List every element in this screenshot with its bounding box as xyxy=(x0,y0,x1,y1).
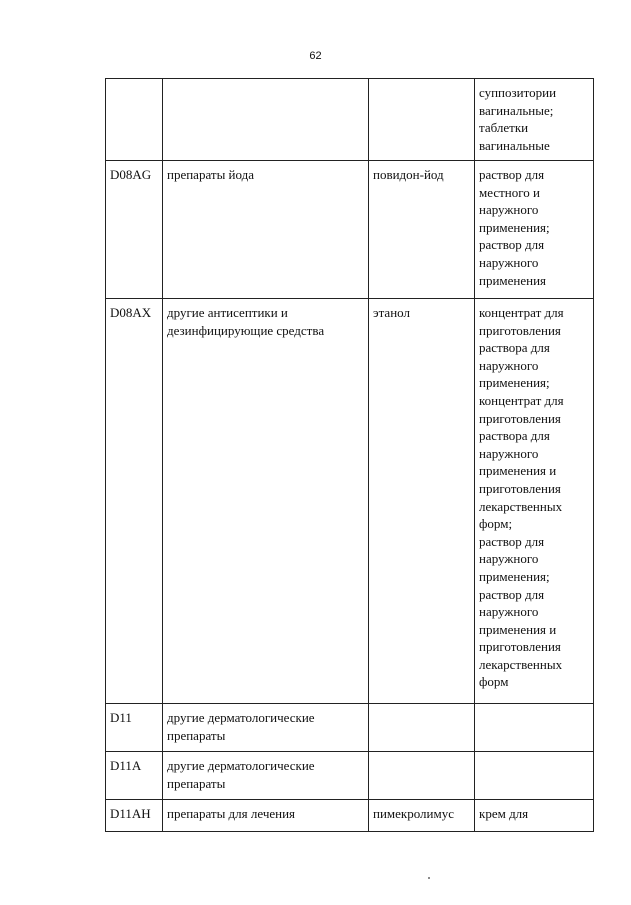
form-cell: крем для xyxy=(475,800,594,832)
scan-speck xyxy=(428,877,430,879)
substance-cell xyxy=(369,704,475,752)
table-row xyxy=(106,704,594,752)
table-row xyxy=(106,79,594,161)
group-cell: другие антисептики и дезинфицирующие средства xyxy=(163,299,369,704)
form-cell: раствор для местного и наружного применения; раствор для наружного применения xyxy=(475,161,594,299)
form-cell xyxy=(475,752,594,800)
substance-cell: этанол xyxy=(369,299,475,704)
table-row xyxy=(106,752,594,800)
group-cell: другие дерматологические препараты xyxy=(163,704,369,752)
atc-code-cell: D08AG xyxy=(106,161,163,299)
table-row xyxy=(106,299,594,704)
atc-code-cell xyxy=(106,79,163,161)
table-row xyxy=(106,161,594,299)
group-cell: препараты йода xyxy=(163,161,369,299)
substance-cell xyxy=(369,752,475,800)
drug-table xyxy=(105,78,594,832)
atc-code-cell: D11 xyxy=(106,704,163,752)
form-cell xyxy=(475,704,594,752)
table-row xyxy=(106,800,594,832)
substance-cell xyxy=(369,79,475,161)
group-cell: препараты для лечения xyxy=(163,800,369,832)
group-cell: другие дерматологические препараты xyxy=(163,752,369,800)
form-cell: концентрат для приготовления раствора для наружного применения; концентрат для приготовления раствора для наружного применения и приготовления лекарственных форм; раствор для наружного применения; раствор для наружного применения и приготовления лекарственных форм xyxy=(475,299,594,704)
group-cell xyxy=(163,79,369,161)
atc-code-cell: D11AH xyxy=(106,800,163,832)
form-cell: суппозитории вагинальные; таблетки вагинальные xyxy=(475,79,594,161)
substance-cell: пимекролимус xyxy=(369,800,475,832)
atc-code-cell: D11A xyxy=(106,752,163,800)
substance-cell: повидон-йод xyxy=(369,161,475,299)
page-number: 62 xyxy=(309,50,322,62)
atc-code-cell: D08AX xyxy=(106,299,163,704)
